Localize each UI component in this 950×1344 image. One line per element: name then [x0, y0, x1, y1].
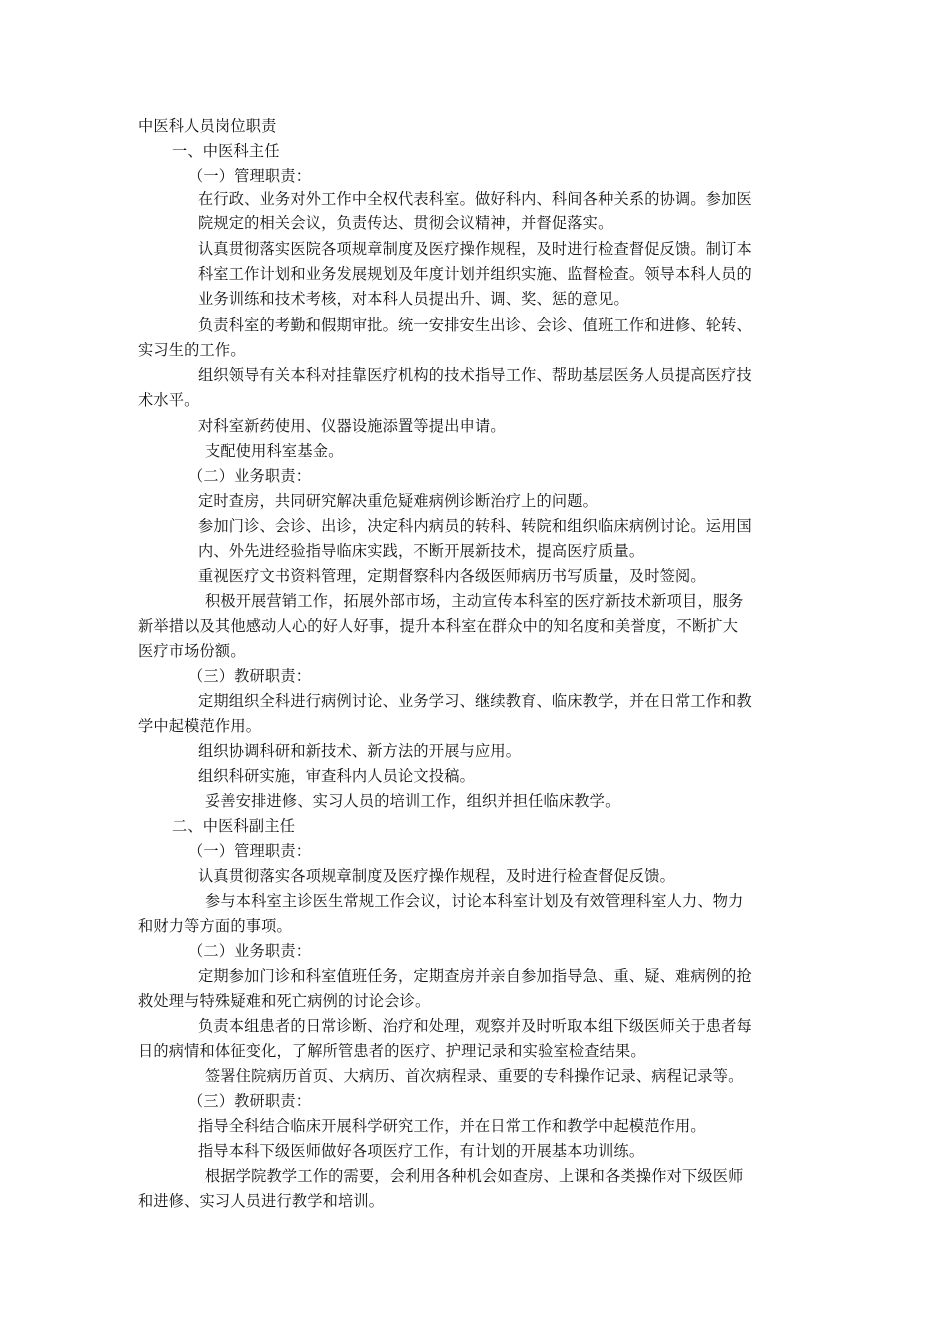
subsection-heading: （二）业务职责： — [188, 467, 312, 485]
paragraph-line: 支配使用科室基金。 — [205, 442, 344, 460]
paragraph-line: 日的病情和体征变化，了解所管患者的医疗、护理记录和实验室检查结果。 — [138, 1042, 646, 1060]
paragraph-line: 内、外先进经验指导临床实践，不断开展新技术，提高医疗质量。 — [198, 542, 645, 560]
subsection-heading: （二）业务职责： — [188, 942, 312, 960]
paragraph-line: 院规定的相关会议，负责传达、贯彻会议精神，并督促落实。 — [198, 214, 614, 232]
paragraph-line: 业务训练和技术考核，对本科人员提出升、调、奖、惩的意见。 — [198, 290, 629, 308]
paragraph-line: 妥善安排进修、实习人员的培训工作，组织并担任临床教学。 — [205, 792, 621, 810]
paragraph-line: 科室工作计划和业务发展规划及年度计划并组织实施、监督检查。领导本科人员的 — [198, 265, 752, 283]
paragraph-line: 重视医疗文书资料管理，定期督察科内各级医师病历书写质量，及时签阅。 — [198, 567, 706, 585]
paragraph-line: 定期组织全科进行病例讨论、业务学习、继续教育、临床教学，并在日常工作和教 — [198, 692, 752, 710]
paragraph-line: 指导本科下级医师做好各项医疗工作，有计划的开展基本功训练。 — [198, 1142, 645, 1160]
paragraph-line: 医疗市场份额。 — [138, 642, 246, 660]
paragraph-line: 积极开展营销工作，拓展外部市场，主动宣传本科室的医疗新技术新项目，服务 — [205, 592, 744, 610]
paragraph-line: 参与本科室主诊医生常规工作会议，讨论本科室计划及有效管理科室人力、物力 — [205, 892, 744, 910]
document-title: 中医科人员岗位职责 — [138, 117, 277, 135]
subsection-heading: （一）管理职责： — [188, 842, 312, 860]
paragraph-line: 负责科室的考勤和假期审批。统一安排安生出诊、会诊、值班工作和进修、轮转、 — [198, 316, 752, 334]
paragraph-line: 定期参加门诊和科室值班任务，定期查房并亲自参加指导急、重、疑、难病例的抢 — [198, 967, 752, 985]
section-heading: 一、中医科主任 — [172, 142, 280, 160]
subsection-heading: （三）教研职责： — [188, 667, 312, 685]
section-heading: 二、中医科副主任 — [172, 817, 296, 835]
paragraph-line: 实习生的工作。 — [138, 341, 246, 359]
paragraph-line: 组织协调科研和新技术、新方法的开展与应用。 — [198, 742, 522, 760]
paragraph-line: 定时查房，共同研究解决重危疑难病例诊断治疗上的问题。 — [198, 492, 599, 510]
paragraph-line: 组织科研实施，审查科内人员论文投稿。 — [198, 767, 475, 785]
paragraph-line: 负责本组患者的日常诊断、治疗和处理，观察并及时听取本组下级医师关于患者每 — [198, 1017, 752, 1035]
subsection-heading: （一）管理职责： — [188, 167, 312, 185]
paragraph-line: 学中起模范作用。 — [138, 717, 262, 735]
paragraph-line: 新举措以及其他感动人心的好人好事，提升本科室在群众中的知名度和美誉度，不断扩大 — [138, 617, 739, 635]
paragraph-line: 组织领导有关本科对挂靠医疗机构的技术指导工作、帮助基层医务人员提高医疗技 — [198, 366, 752, 384]
paragraph-line: 在行政、业务对外工作中全权代表科室。做好科内、科间各种关系的协调。参加医 — [198, 190, 752, 208]
paragraph-line: 参加门诊、会诊、出诊，决定科内病员的转科、转院和组织临床病例讨论。运用国 — [198, 517, 752, 535]
paragraph-line: 对科室新药使用、仪器设施添置等提出申请。 — [198, 417, 506, 435]
paragraph-line: 根据学院教学工作的需要，会利用各种机会如查房、上课和各类操作对下级医师 — [205, 1167, 744, 1185]
paragraph-line: 签署住院病历首页、大病历、首次病程录、重要的专科操作记录、病程记录等。 — [205, 1067, 744, 1085]
paragraph-line: 救处理与特殊疑难和死亡病例的讨论会诊。 — [138, 992, 431, 1010]
paragraph-line: 术水平。 — [138, 391, 200, 409]
paragraph-line: 和财力等方面的事项。 — [138, 917, 292, 935]
paragraph-line: 和进修、实习人员进行教学和培训。 — [138, 1192, 385, 1210]
paragraph-line: 认真贯彻落实医院各项规章制度及医疗操作规程，及时进行检查督促反馈。制订本 — [198, 240, 752, 258]
subsection-heading: （三）教研职责： — [188, 1092, 312, 1110]
paragraph-line: 指导全科结合临床开展科学研究工作，并在日常工作和教学中起模范作用。 — [198, 1117, 706, 1135]
paragraph-line: 认真贯彻落实各项规章制度及医疗操作规程，及时进行检查督促反馈。 — [198, 867, 676, 885]
